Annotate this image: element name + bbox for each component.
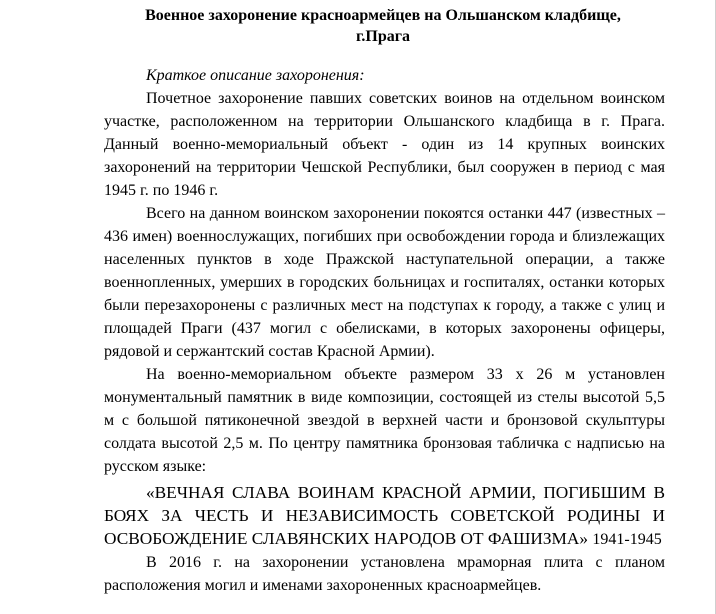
document-title-line-2: г.Прага <box>355 28 411 45</box>
paragraph-monument: На военно-мемориальном объекте размером 33 х 26 м установлен монументальный памятник в виде композиции, состоящей из стелы высотой 5,5 м с большой пятиконечной звездой в верхней части и бронзовой скульптуры солдата высотой 2,5 м. По центру памятника бронзовая табличка с надписью на русском языке: <box>104 366 665 475</box>
inscription-quote <box>104 481 665 551</box>
paragraph-marble-plate: В 2016 г. на захоронении установлена мраморная плита с планом расположения могил и именами захороненных красноармейцев. <box>104 554 665 594</box>
paragraph-burials: Всего на данном воинском захоронении покоятся останки 447 (известных – 436 имен) военнослужащих, погибших при освобождении города и близлежащих населенных пунктов в ходе Пражской наступательной операции, а также военнопленных, умерших в городских больницах и госпиталях, останки которых были перезахоронены с различных мест на подступах к городу, а также с улиц и площадей Праги (437 могил с обелисками, в которых захоронены офицеры, рядовой и сержантский состав Красной Армии). <box>104 205 665 360</box>
inscription-text: «ВЕЧНАЯ СЛАВА ВОИНАМ КРАСНОЙ АРМИИ, ПОГИБШИМ В БОЯХ ЗА ЧЕСТЬ И НЕЗАВИСИМОСТЬ СОВЕТСКОЙ РОДИНЫ И ОСВОБОЖДЕНИЕ СЛАВЯНСКИХ НАРОДОВ ОТ ФАШИЗМА» <box>104 483 665 548</box>
document-body <box>104 64 665 597</box>
inscription-years: 1941-1945 <box>592 531 662 548</box>
paragraph-description: Почетное захоронение павших советских воинов на отдельном воинском участке, расположенном на территории Ольшанского кладбища в г. Прага. Данный военно-мемориальный объект - один из 14 крупных воинских захоронений на территории Чешской Республики, был сооружен в период с мая 1945 г. по 1946 г. <box>104 90 665 199</box>
subheading: Краткое описание захоронения: <box>146 67 365 84</box>
document-title-line-1: Военное захоронение красноармейцев на Ольшанском кладбище, <box>145 7 621 24</box>
document-title <box>103 5 663 47</box>
